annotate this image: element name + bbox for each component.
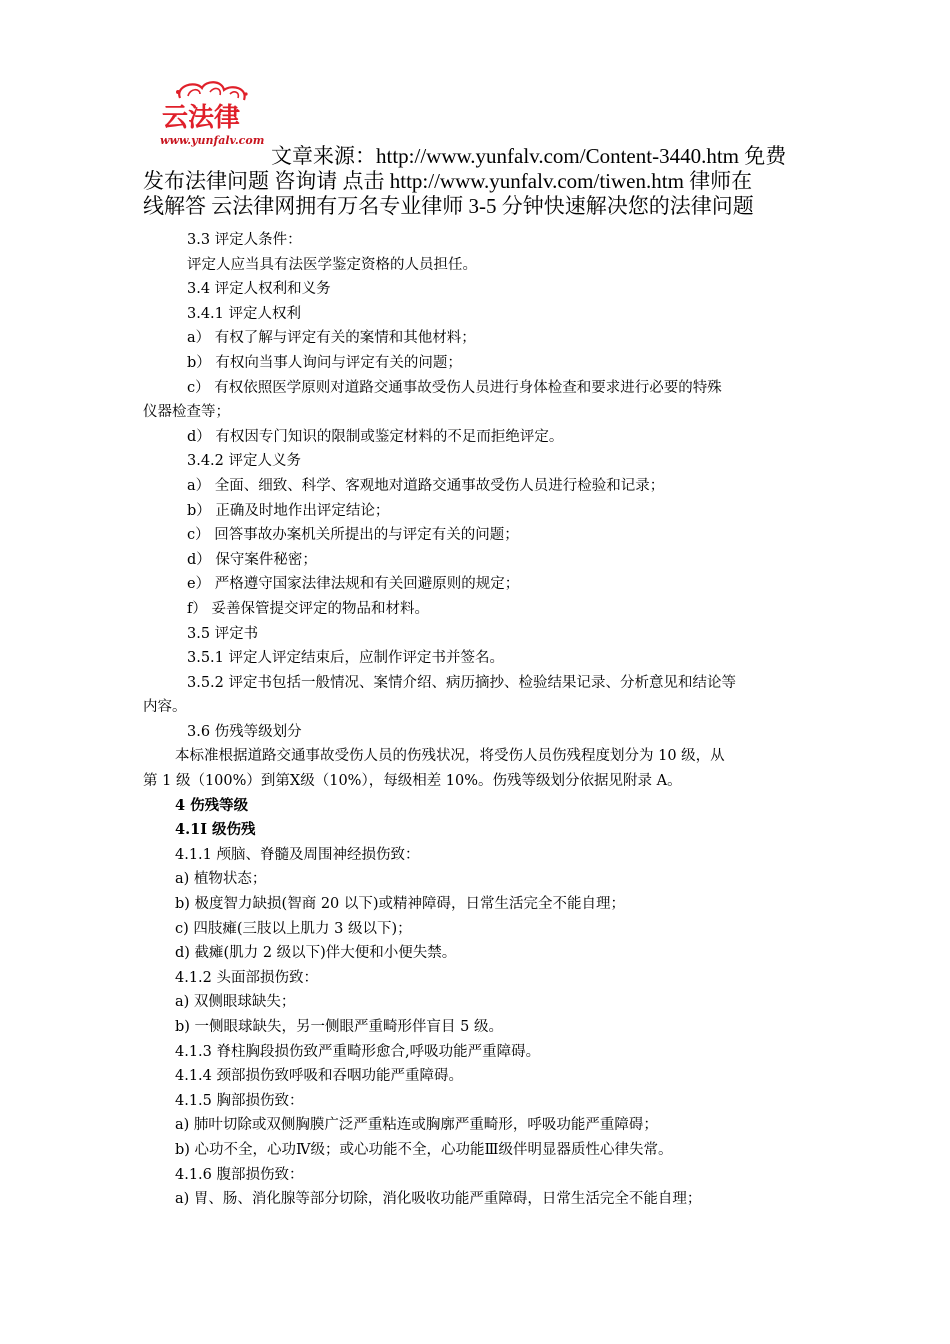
list-item-continued: 仪器检查等； xyxy=(143,404,230,421)
paragraph: 3.4 评定人权利和义务 xyxy=(187,281,331,298)
header-line-1-text: 文章来源：http://www.yunfalv.com/Content-3440.htm 免费 xyxy=(271,144,787,168)
logo-graphic xyxy=(150,78,270,150)
paragraph: 3.5.1 评定人评定结束后，应制作评定书并签名。 xyxy=(187,650,505,667)
paragraph: 3.6 伤残等级划分 xyxy=(187,723,302,740)
list-item: b) 一侧眼球缺失，另一侧眼严重畸形伴盲目 5 级。 xyxy=(175,1019,503,1035)
source-header xyxy=(143,144,813,219)
paragraph: 评定人应当具有法医学鉴定资格的人员担任。 xyxy=(187,256,477,273)
list-item: b) 心功不全，心功Ⅳ级；或心功能不全，心功能Ⅲ级伴明显器质性心律失常。 xyxy=(175,1141,673,1158)
list-item: a) 双侧眼球缺失； xyxy=(175,994,296,1011)
paragraph: 3.4.2 评定人义务 xyxy=(187,453,302,470)
list-item: e） 严格遵守国家法律法规和有关回避原则的规定； xyxy=(187,576,520,593)
list-item: c） 有权依照医学原则对道路交通事故受伤人员进行身体检查和要求进行必要的特殊 xyxy=(187,379,722,396)
paragraph: 4.1.2 头面部损伤致： xyxy=(175,969,319,986)
list-item: b） 正确及时地作出评定结论； xyxy=(187,502,390,519)
logo-title: 云法律 xyxy=(162,103,241,133)
paragraph: 4.1.1 颅脑、脊髓及周围神经损伤致： xyxy=(175,846,420,863)
list-item: f） 妥善保管提交评定的物品和材料。 xyxy=(187,600,429,617)
list-item: d) 截瘫(肌力 2 级以下)伴大便和小便失禁。 xyxy=(175,945,457,962)
logo-url: www.yunfalv.com xyxy=(160,134,265,147)
paragraph: 本标准根据道路交通事故受伤人员的伤残状况，将受伤人员伤残程度划分为 10 级，从 xyxy=(175,748,725,765)
paragraph: 4.1.6 腹部损伤致： xyxy=(175,1166,304,1183)
list-item: c) 四肢瘫(三肢以上肌力 3 级以下)； xyxy=(175,920,412,937)
list-item: a) 植物状态； xyxy=(175,871,267,888)
paragraph-continued: 第 1 级（100%）到第Ⅹ级（10%），每级相差 10%。伤残等级划分依据见附录 A。 xyxy=(143,773,682,790)
list-item: d） 保守案件秘密； xyxy=(187,551,317,568)
list-item: c） 回答事故办案机关所提出的与评定有关的问题； xyxy=(187,527,519,544)
paragraph-continued: 内容。 xyxy=(143,699,187,716)
section-heading: 4 伤残等级 xyxy=(175,796,249,814)
yunfalv-logo xyxy=(150,78,270,150)
document-body xyxy=(143,228,813,1212)
section-heading: 4.1Ⅰ 级伤残 xyxy=(175,821,256,839)
list-item: b） 有权向当事人询问与评定有关的问题； xyxy=(187,354,462,371)
list-item: a） 有权了解与评定有关的案情和其他材料； xyxy=(187,330,476,347)
list-item: b) 极度智力缺损(智商 20 以下)或精神障碍，日常生活完全不能自理； xyxy=(175,896,626,913)
list-item: a) 胃、肠、消化腺等部分切除，消化吸收功能严重障碍，日常生活完全不能自理； xyxy=(175,1191,702,1208)
list-item: d） 有权因专门知识的限制或鉴定材料的不足而拒绝评定。 xyxy=(187,428,564,445)
header-line-2: 发布法律问题 咨询请 点击 http://www.yunfalv.com/tiwen.htm 律师在 xyxy=(143,169,753,193)
list-item: a） 全面、细致、科学、客观地对道路交通事故受伤人员进行检验和记录； xyxy=(187,477,665,494)
paragraph: 3.5 评定书 xyxy=(187,625,259,642)
paragraph: 3.5.2 评定书包括一般情况、案情介绍、病历摘抄、检验结果记录、分析意见和结论等 xyxy=(187,674,737,691)
header-line-3: 线解答 云法律网拥有万名专业律师 3-5 分钟快速解决您的法律问题 xyxy=(143,194,754,218)
paragraph: 4.1.3 脊柱胸段损伤致严重畸形愈合,呼吸功能严重障碍。 xyxy=(175,1043,541,1060)
paragraph: 3.3 评定人条件： xyxy=(187,232,302,248)
paragraph: 4.1.4 颈部损伤致呼吸和吞咽功能严重障碍。 xyxy=(175,1068,464,1085)
paragraph: 3.4.1 评定人权利 xyxy=(187,305,302,322)
list-item: a) 肺叶切除或双侧胸膜广泛严重粘连或胸廓严重畸形，呼吸功能严重障碍； xyxy=(175,1117,658,1134)
header-line-1 xyxy=(143,144,813,169)
paragraph: 4.1.5 胸部损伤致： xyxy=(175,1092,304,1109)
